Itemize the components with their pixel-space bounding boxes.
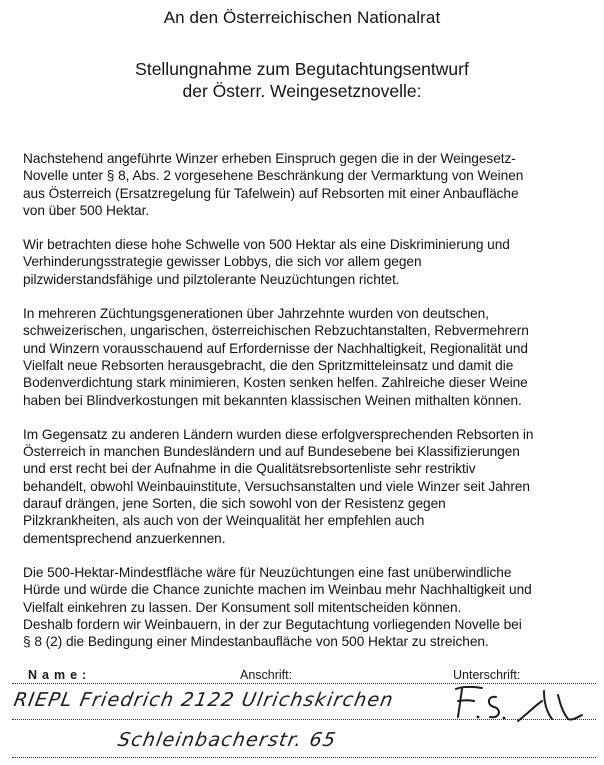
address-label: Anschrift: [240,668,293,682]
document-body [23,150,595,667]
recipient-line: An den Österreichischen Nationalrat [163,8,441,27]
title-line-1: Stellungnahme zum Begutachtungsentwurf [135,59,469,79]
paragraph-objection: Nachstehend angeführte Winzer erheben Einspruch gegen die in der Weingesetz- Novelle unter § 8, Abs. 2 vorgesehene Beschränkung der Vermarktung von Weinen aus Österreich (Ersatzregelung für Tafelwein) auf Rebsorten mit einer Anbaufläche von über 500 Hektar. [23,151,524,218]
title-line-2: der Österr. Weingesetznovelle: [182,81,422,101]
form-dotted-line-bottom [12,757,596,758]
handwritten-street: Schleinbacherstr. 65 [116,729,339,751]
signature-label: Unterschrift: [453,668,521,682]
paragraph-austria-comparison: Im Gegensatz zu anderen Ländern wurden diese erfolgversprechenden Rebsorten in Österreich in manchen Bundesländern und auf Bundesebene bei Klassifizierungen und erst recht bei der Aufnahme in die Qualitätsrebsortenliste sehr restriktiv behandelt, obwohl Weinbauinstitute, Versuchsanstalten und viele Winzer seit Jahren darauf drängen, jene Sorten, die sich sowohl von der Resistenz gegen Pilzkrankheiten, als auch von der Weinqualität her empfehlen auch dementsprechend anzuerkennen. [23,426,534,546]
handwritten-signature-image [448,683,588,725]
paragraph-breeding: In mehreren Züchtungsgenerationen über Jahrzehnte wurden von deutschen, schweizerischen, ungarischen, österreichischen Rebzuchtanstalten, Rebvermehrern und Winzern vorausschauend auf Erfordernisse der Nachhaltigkeit, Regionalität und Vielfalt neue Rebsorten herausgebracht, die den Spritzmitteleinsatz und damit die Bodenverdichtung stark minimieren, Kosten senken helfen. Zahlreiche dieser Weine haben bei Blindverkostungen mit bekannten klassischen Weinen mithalten können. [23,306,529,408]
handwritten-name-address: RIEPL Friedrich 2122 Ulrichskirchen [12,689,396,711]
document-title [0,58,604,102]
paragraph-demand: Die 500-Hektar-Mindestfläche wäre für Neuzüchtungen eine fast unüberwindliche Hürde und würde die Chance zunichte machen im Weinbau mehr Nachhaltigkeit und Vielfalt einkehren zu lassen. Der Konsument soll mitentscheiden können. Deshalb fordern wir Weinbauern, in der zur Begutachtung vorliegenden Novelle bei § 8 (2) die Bedingung einer Mindestanbaufläche von 500 Hektar zu streichen. [23,564,532,650]
paragraph-discrimination: Wir betrachten diese hohe Schwelle von 500 Hektar als eine Diskriminierung und Verhinderungsstrategie gewisser Lobbys, die sich vor allem gegen pilzwiderstandsfähige und pilztolerante Neuzüchtungen richtet. [23,237,510,287]
name-label: Name: [28,668,92,682]
